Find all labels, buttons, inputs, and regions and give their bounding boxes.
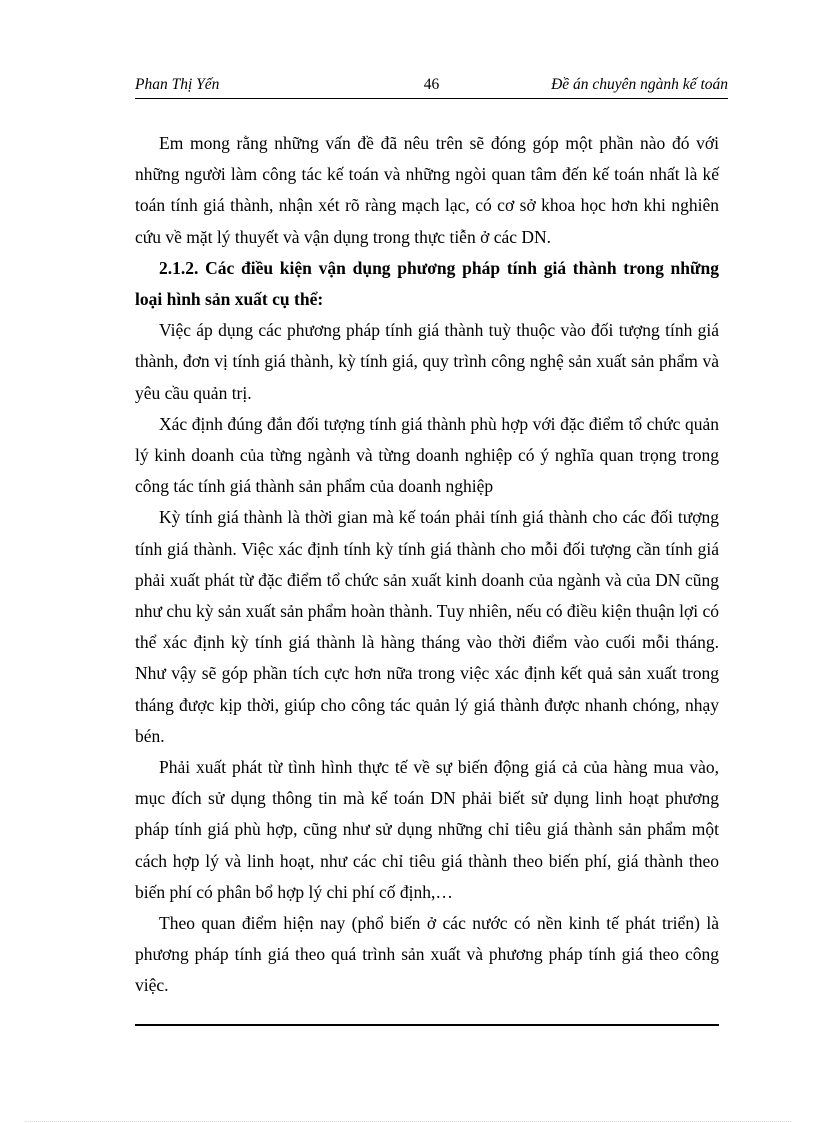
paragraph: Theo quan điểm hiện nay (phổ biến ở các nước có nền kinh tế phát triển) là phương pháp tính giá theo quá trình sản xuất và phương pháp tính giá theo công việc. — [135, 913, 719, 996]
paragraph: Kỳ tính giá thành là thời gian mà kế toán phải tính giá thành cho các đối tượng tính giá thành. Việc xác định tính kỳ tính giá thành cho mỗi đối tượng cần tính giá phải xuất phát từ đặc điểm tổ chức sản xuất kinh doanh của ngành và của DN cũng như chu kỳ sản xuất sản phẩm hoàn thành. Tuy nhiên, nếu có điều kiện thuận lợi có thể xác định kỳ tính giá thành là hàng tháng vào thời điểm vào cuối mỗi tháng. Như vậy sẽ góp phần tích cực hơn nữa trong việc xác định kết quả sản xuất trong tháng được kịp thời, giúp cho công tác quản lý giá thành được nhanh chóng, nhạy bén. — [135, 507, 719, 746]
page-number: 46 — [423, 76, 440, 93]
footer-rule — [135, 1024, 719, 1026]
header-doc-title: Đề án chuyên ngành kế toán — [551, 76, 728, 93]
page-edge-divider — [25, 1121, 791, 1122]
paragraph: Em mong rằng những vấn đề đã nêu trên sẽ đóng góp một phần nào đó với những người làm công tác kế toán và những ngòi quan tâm đến kế toán nhất là kế toán tính giá thành, nhận xét rõ ràng mạch lạc, có cơ sở khoa học hơn khi nghiên cứu về mặt lý thuyết và vận dụng trong thực tiễn ở các DN. — [135, 133, 719, 247]
document-body — [135, 128, 719, 1002]
page-header — [135, 76, 728, 99]
paragraph: Việc áp dụng các phương pháp tính giá thành tuỳ thuộc vào đối tượng tính giá thành, đơn vị tính giá thành, kỳ tính giá, quy trình công nghệ sản xuất sản phẩm và yêu cầu quản trị. — [135, 320, 719, 403]
paragraph: Phải xuất phát từ tình hình thực tế về sự biến động giá cả của hàng mua vào, mục đích sử dụng thông tin mà kế toán DN phải biết sử dụng linh hoạt phương pháp tính giá phù hợp, cũng như sử dụng những chỉ tiêu giá thành sản phẩm một cách hợp lý và linh hoạt, như các chỉ tiêu giá thành theo biến phí, giá thành theo biến phí có phân bổ hợp lý chi phí cố định,… — [135, 757, 719, 902]
header-author: Phan Thị Yến — [135, 76, 220, 93]
section-heading: 2.1.2. Các điều kiện vận dụng phương pháp tính giá thành trong những loại hình sản xuất cụ thể: — [135, 257, 719, 310]
paragraph: Xác định đúng đắn đối tượng tính giá thành phù hợp với đặc điểm tổ chức quản lý kinh doanh của từng ngành và từng doanh nghiệp có ý nghĩa quan trọng trong công tác tính giá thành sản phẩm của doanh nghiệp — [135, 413, 719, 497]
